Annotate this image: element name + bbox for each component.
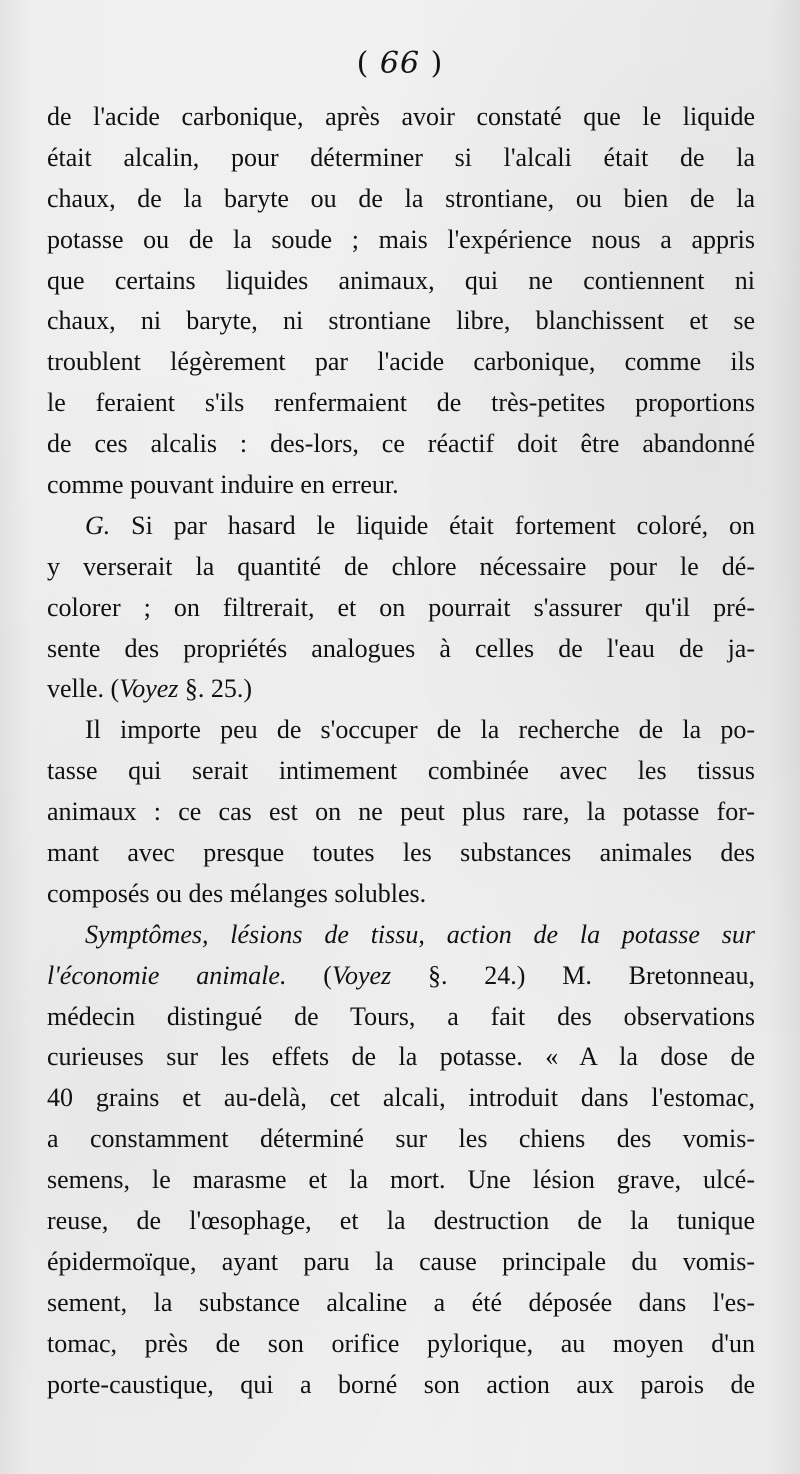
text-line [47,465,755,506]
text-line [47,874,755,915]
text-line [47,669,755,710]
text-line [47,301,755,342]
text-line [47,833,755,874]
text-segment: §. 24.) M. Bretonneau, [391,960,755,990]
text-segment: sente des propriétés analogues à celles de l'eau de ja- [47,633,755,663]
text-segment: sement, la substance alcaline a été déposée dans l'es- [47,1287,755,1317]
text-segment: colorer ; on filtrerait, et on pourrait s'assurer qu'il pré- [47,592,755,622]
text-line [47,1160,755,1201]
text-line [47,1283,755,1324]
text-segment: de l'acide carbonique, après avoir constaté que le liquide [47,102,755,131]
text-line [47,1037,755,1078]
text-segment: mant avec presque toutes les substances animales des [47,838,755,868]
text-segment: tomac, près de son orifice pylorique, au moyen d'un [47,1328,755,1358]
text-line [47,424,755,465]
text-segment: médecin distingué de Tours, a fait des observations [47,1001,755,1031]
body-text [47,97,755,1406]
text-segment: ( [286,960,332,990]
text-line [47,97,755,138]
text-segment: reuse, de l'œsophage, et la destruction de la tunique [47,1206,755,1236]
text-line [47,506,755,547]
text-segment: Si par hasard le liquide était fortement coloré, on [110,510,755,540]
text-line [47,547,755,588]
text-segment: semens, le marasme et la mort. Une lésion grave, ulcé- [47,1165,755,1195]
text-line [47,1365,755,1406]
text-line [47,220,755,261]
text-segment: Il importe peu de s'occuper de la recherche de la po- [85,715,755,745]
page-header: ( 66 ) [356,46,444,81]
text-segment: porte-caustique, qui a borné son action aux parois de [47,1369,755,1399]
text-line [47,629,755,670]
text-segment: animaux : ce cas est on ne peut plus rare, la potasse for- [47,797,755,827]
text-line [47,1078,755,1119]
text-segment: chaux, de la baryte ou de la strontiane, ou bien de la [47,183,755,213]
text-line [47,915,755,956]
text-segment: que certains liquides animaux, qui ne contiennent ni [47,265,755,295]
text-line [47,1119,755,1160]
text-line [47,588,755,629]
italic-text-segment: Symptômes, lésions de tissu, action de la potasse sur [85,919,755,949]
text-line [47,792,755,833]
text-segment: potasse ou de la soude ; mais l'expérience nous a appris [47,224,755,254]
text-line [47,179,755,220]
text-segment: était alcalin, pour déterminer si l'alcali était de la [47,142,755,172]
text-segment: y verserait la quantité de chlore nécessaire pour le dé- [47,551,755,581]
text-line [47,261,755,302]
text-segment: §. 25.) [178,674,253,704]
text-segment: tasse qui serait intimement combinée avec les tissus [47,756,755,786]
text-segment: curieuses sur les effets de la potasse. « A la dose de [47,1042,755,1072]
text-segment: velle. ( [47,674,120,704]
text-segment: de ces alcalis : des-lors, ce réactif doit être abandonné [47,429,755,459]
text-line [47,751,755,792]
text-line [47,956,755,997]
text-line [47,138,755,179]
text-segment: 40 grains et au-delà, cet alcali, introduit dans l'estomac, [47,1083,755,1113]
text-line [47,710,755,751]
text-segment: comme pouvant induire en erreur. [47,470,399,500]
text-line [47,1201,755,1242]
text-segment: épidermoïque, ayant paru la cause principale du vomis- [47,1246,755,1276]
italic-text-segment: Voyez [331,960,392,990]
text-segment: a constamment déterminé sur les chiens des vomis- [47,1124,755,1154]
text-line [47,342,755,383]
text-segment: troublent légèrement par l'acide carbonique, comme ils [47,347,755,377]
text-line [47,1324,755,1365]
italic-text-segment: G. [85,510,111,540]
page-number: 66 [379,46,421,81]
italic-text-segment: Voyez [119,674,179,704]
text-line [47,1242,755,1283]
text-segment: composés ou des mélanges solubles. [47,878,427,908]
text-segment: chaux, ni baryte, ni strontiane libre, blanchissent et se [47,306,755,336]
text-segment: le feraient s'ils renfermaient de très-petites proportions [47,388,755,418]
text-line [47,383,755,424]
italic-text-segment: l'économie animale. [47,960,287,990]
text-line [47,997,755,1038]
